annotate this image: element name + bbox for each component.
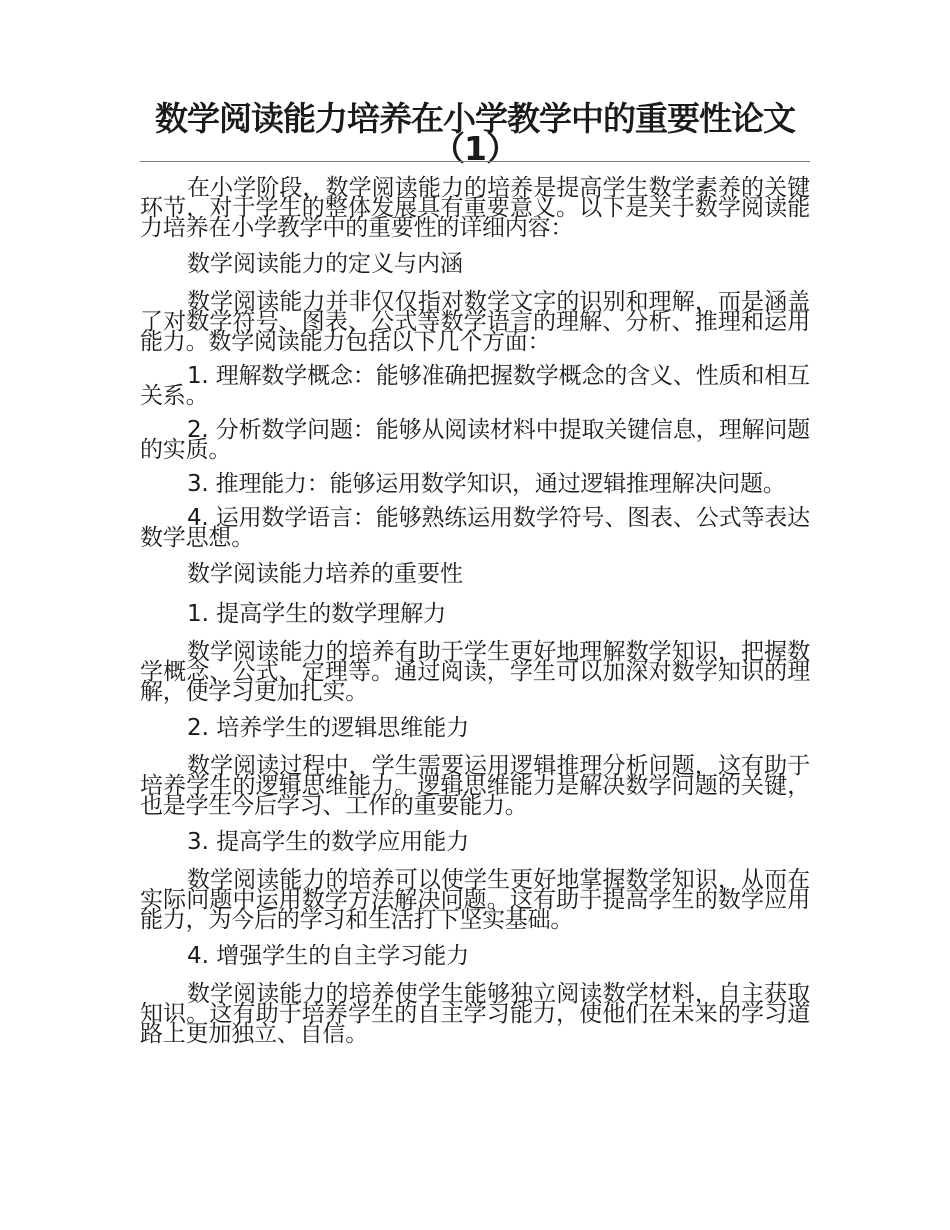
list-item-language: 4. 运用数学语言：能够熟练运用数学符号、图表、公式等表达数学思想。 (140, 505, 810, 551)
list-item-concepts: 1. 理解数学概念：能够准确把握数学概念的含义、性质和相互关系。 (140, 363, 810, 409)
paragraph-autonomy: 数学阅读能力的培养使学生能够独立阅读数学材料，自主获取知识。这有助于培养学生的自主学习能力，使他们在未来的学习道路上更加独立、自信。 (140, 981, 810, 1047)
title-divider (140, 161, 810, 162)
paragraph-application: 数学阅读能力的培养可以使学生更好地掌握数学知识，从而在实际问题中运用数学方法解决问题。这有助于提高学生的数学应用能力，为今后的学习和生活打下坚实基础。 (140, 867, 810, 933)
subheading-application: 3. 提高学生的数学应用能力 (187, 829, 470, 855)
list-item-analysis: 2. 分析数学问题：能够从阅读材料中提取关键信息，理解问题的实质。 (140, 417, 810, 463)
paragraph-definition: 数学阅读能力并非仅仅指对数学文字的识别和理解，而是涵盖了对数学符号、图表、公式等数学语言的理解、分析、推理和运用能力。数学阅读能力包括以下几个方面： (140, 289, 810, 355)
document-body (140, 175, 810, 1058)
paragraph-logic: 数学阅读过程中，学生需要运用逻辑推理分析问题，这有助于培养学生的逻辑思维能力。逻辑思维能力是解决数学问题的关键，也是学生今后学习、工作的重要能力。 (140, 753, 810, 819)
subheading-logic: 2. 培养学生的逻辑思维能力 (187, 715, 470, 741)
document-title: 数学阅读能力培养在小学教学中的重要性论文（1） (155, 99, 795, 168)
list-item-reasoning: 3. 推理能力：能够运用数学知识，通过逻辑推理解决问题。 (187, 471, 786, 497)
paragraph-intro: 在小学阶段，数学阅读能力的培养是提高学生数学素养的关键环节，对于学生的整体发展具有重要意义。以下是关于数学阅读能力培养在小学教学中的重要性的详细内容： (140, 175, 810, 241)
section-heading-definition: 数学阅读能力的定义与内涵 (187, 251, 463, 277)
paragraph-understanding: 数学阅读能力的培养有助于学生更好地理解数学知识，把握数学概念、公式、定理等。通过阅读，学生可以加深对数学知识的理解，使学习更加扎实。 (140, 639, 810, 705)
subheading-understanding: 1. 提高学生的数学理解力 (187, 601, 447, 627)
section-heading-importance: 数学阅读能力培养的重要性 (187, 561, 463, 587)
subheading-autonomy: 4. 增强学生的自主学习能力 (187, 943, 470, 969)
